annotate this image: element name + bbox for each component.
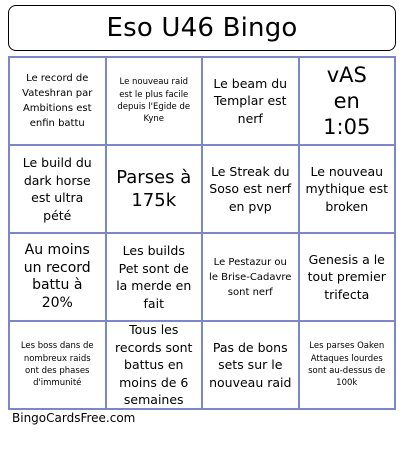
bingo-cell-text: Les boss dans de nombreux raids ont des phases d'immunité [20, 341, 94, 389]
bingo-cell-r3c2[interactable] [106, 233, 203, 321]
bingo-cell-r2c3[interactable] [202, 145, 299, 233]
card-title: Eso U46 Bingo [8, 5, 396, 51]
bingo-cell-r4c2[interactable] [106, 321, 203, 409]
bingo-cell-r1c1[interactable] [9, 57, 106, 145]
bingo-cell-text: Le beam du Templar est nerf [213, 75, 288, 126]
bingo-cell-text: Les parses Oaken Attaques lourdes sont au-dessus de 100k [308, 341, 386, 389]
bingo-cell-r2c1[interactable] [9, 145, 106, 233]
bingo-cell-text: Tous les records sont battus en moins de 6 semaines [115, 322, 193, 408]
bingo-cell-text: Pas de bons sets sur le nouveau raid [209, 339, 292, 390]
bingo-cell-r1c3[interactable] [202, 57, 299, 145]
bingo-cell-text: Le nouveau mythique est broken [305, 163, 388, 214]
bingo-cell-text: Le Streak du Soso est nerf en pvp [209, 163, 292, 214]
bingo-cell-r2c4[interactable] [299, 145, 396, 233]
bingo-grid [8, 56, 396, 410]
bingo-cell-r4c4[interactable] [299, 321, 396, 409]
bingo-cell-r4c3[interactable] [202, 321, 299, 409]
bingo-cell-text: Parses à 175k [116, 166, 192, 211]
bingo-cell-r4c1[interactable] [9, 321, 106, 409]
bingo-cell-text: Le build du dark horse est ultra pété [22, 155, 92, 223]
bingo-cell-r1c2[interactable] [106, 57, 203, 145]
bingo-cell-text: Le nouveau raid est le plus facile depuis l'Egide de Kyne [117, 77, 191, 125]
bingo-cell-r3c3[interactable] [202, 233, 299, 321]
bingo-cell-r3c1[interactable] [9, 233, 106, 321]
bingo-cell-text: Le record de Vateshran par Ambitions est enfin battu [22, 73, 93, 129]
bingo-cell-text: Genesis a le tout premier trifecta [307, 251, 386, 302]
bingo-cell-text: vAS en 1:05 [323, 62, 371, 140]
bingo-cell-r2c2[interactable] [106, 145, 203, 233]
bingo-cell-text: Les builds Pet sont de la merde en fait [116, 243, 192, 311]
bingo-cell-text: Au moins un record battu à 20% [23, 242, 91, 311]
bingo-cell-text: Le Pestazur ou le Brise-Cadavre sont nerf [209, 256, 292, 298]
bingo-cell-r1c4[interactable] [299, 57, 396, 145]
bingo-cell-r3c4[interactable] [299, 233, 396, 321]
footer-credit: BingoCardsFree.com [12, 411, 136, 425]
